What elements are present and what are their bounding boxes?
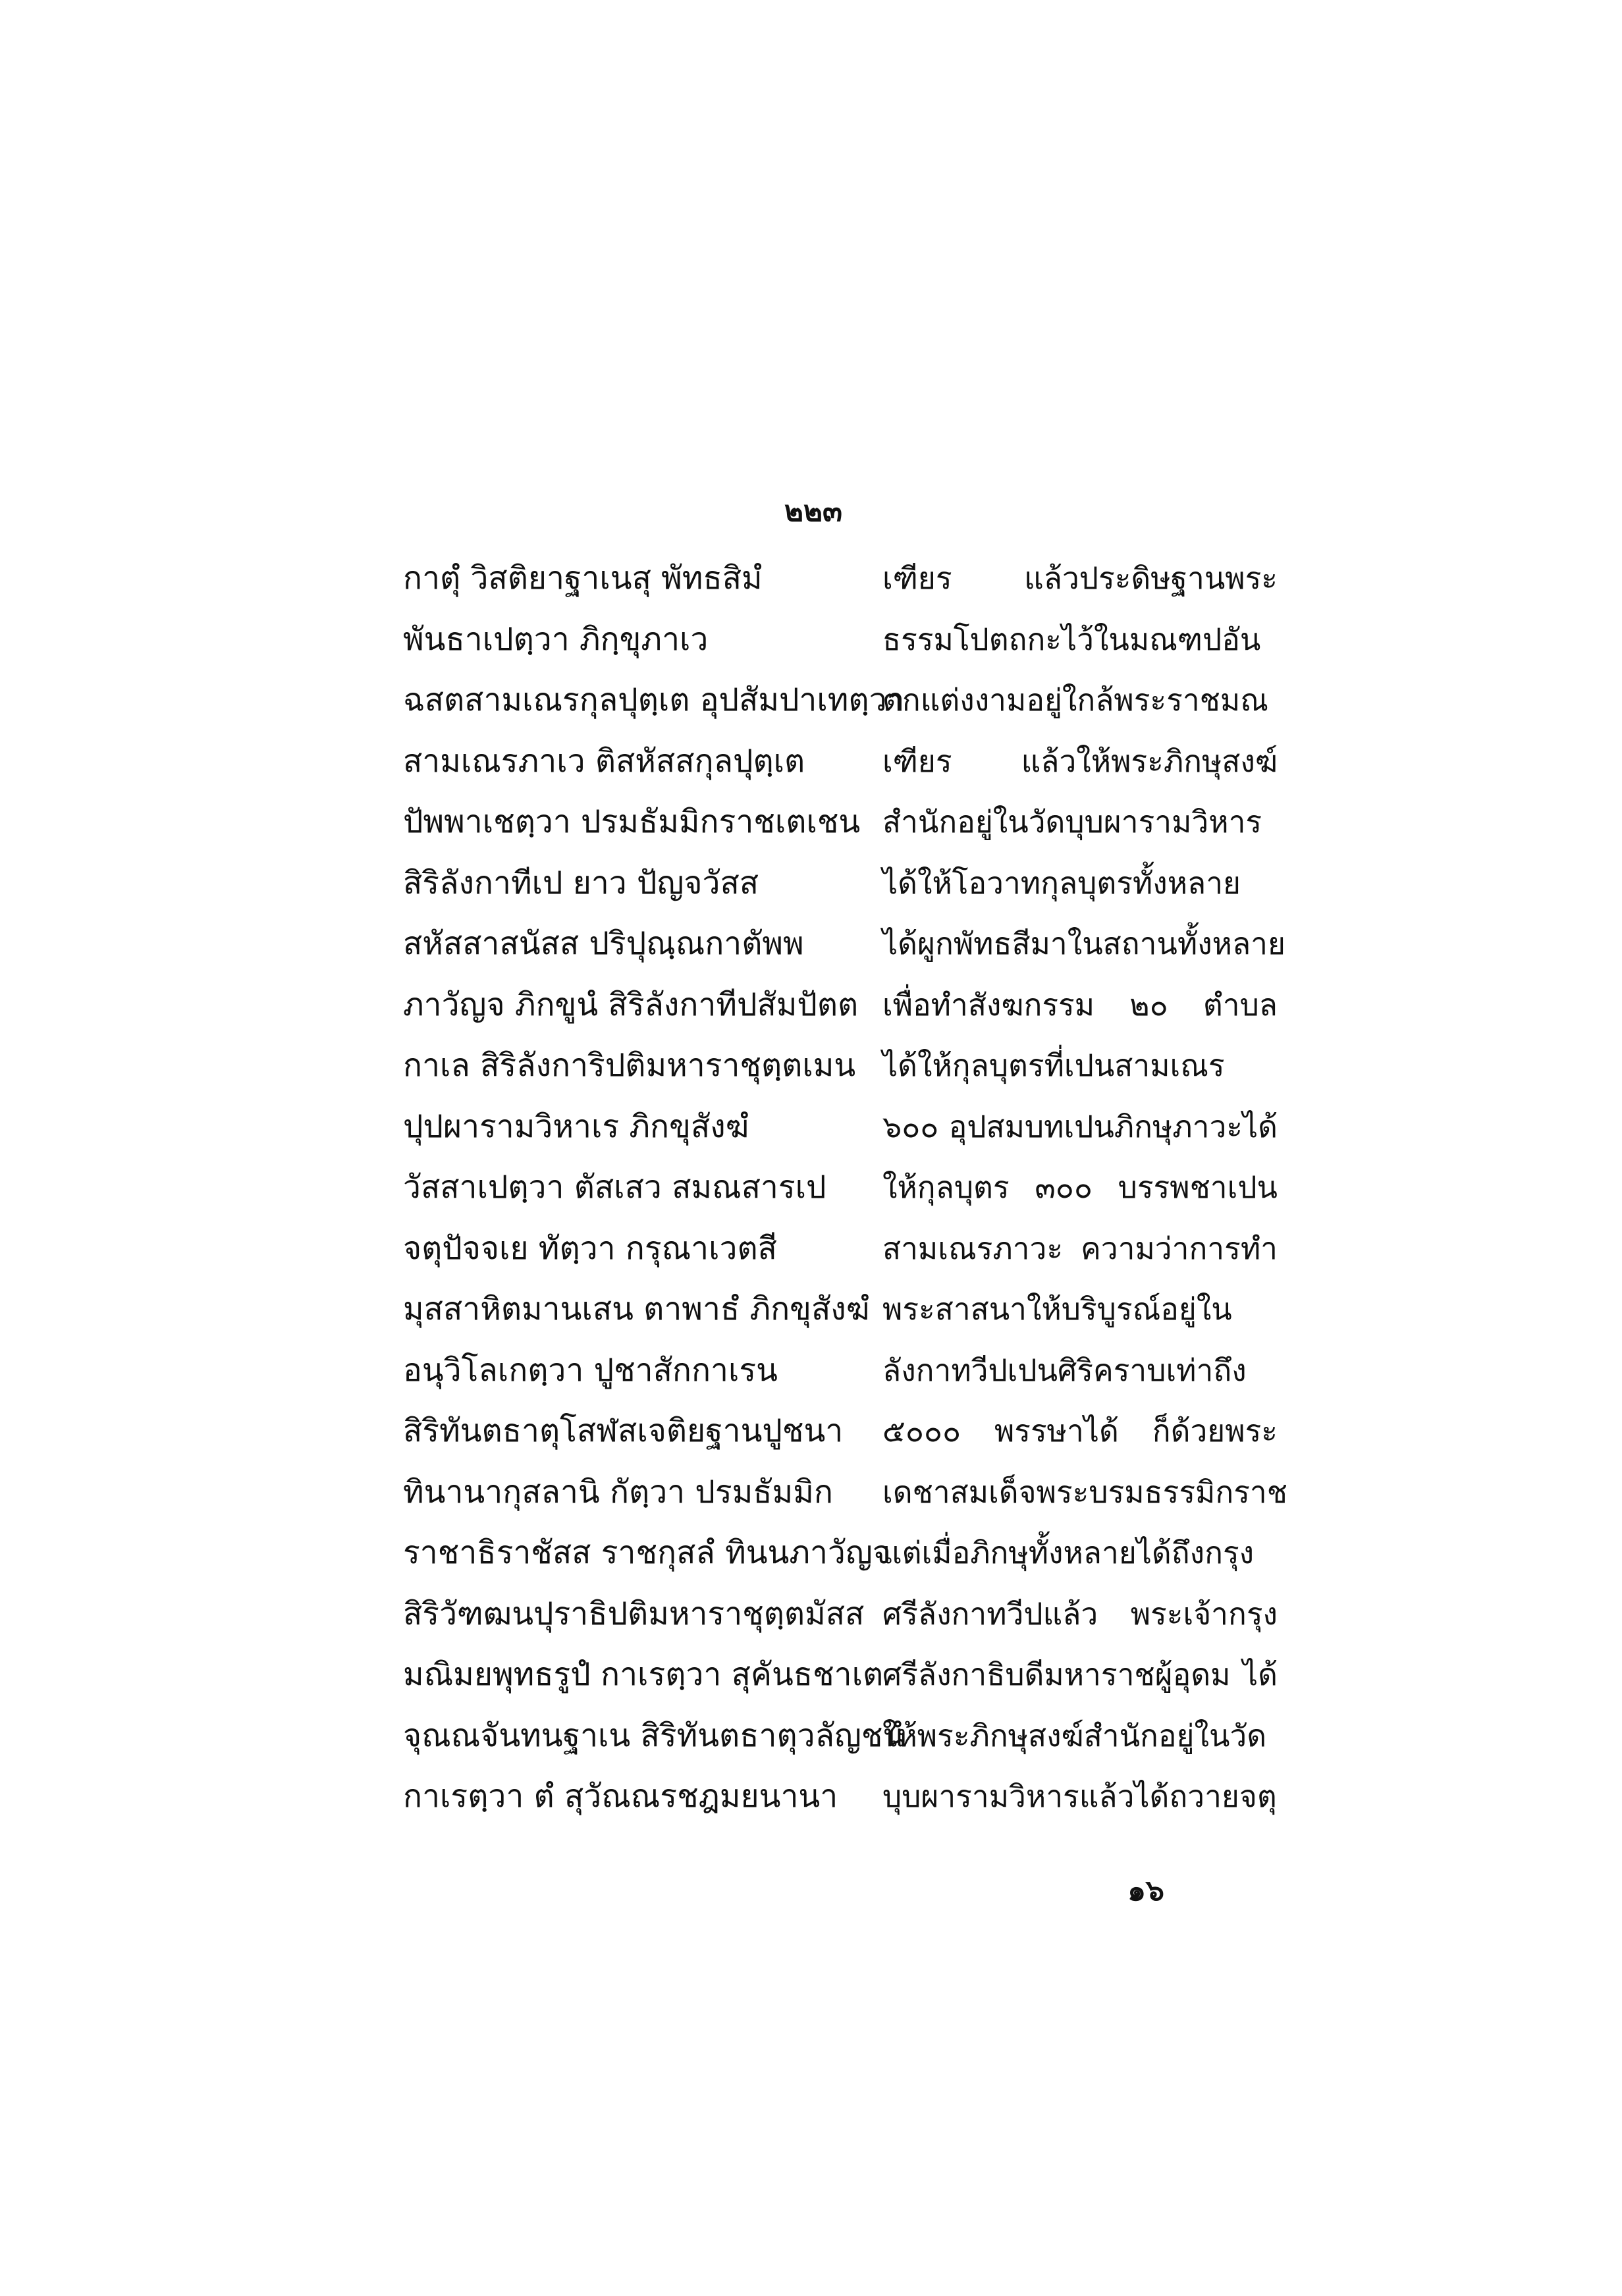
thai-line-9: ได้ให้กุลบุตรที่เปนสามเณร xyxy=(882,1048,1225,1083)
thai-line-20: ให้พระภิกษุสงฆ์สำนักอยู่ในวัด xyxy=(882,1717,1267,1753)
thai-line-15: ๕๐๐๐ พรรษาได้ ก็ด้วยพระ xyxy=(882,1413,1278,1449)
pali-line-11: วัสสาเปตฺวา ตัสเสว สมณสารเป xyxy=(403,1169,826,1206)
pali-line-6: สิริลังกาทีเป ยาว ปัญจวัสส xyxy=(403,864,759,901)
pali-line-19: มณิมยพุทธรูปํ กาเรตฺวา สุคันธชาเต xyxy=(403,1656,884,1693)
thai-text-column xyxy=(882,548,1287,1827)
pali-line-9: กาเล สิริลังการิปติมหาราชุตฺตเมน xyxy=(403,1047,856,1084)
thai-line-7: ได้ผูกพัทธสีมาในสถานทั้งหลาย xyxy=(882,926,1285,961)
thai-line-14: ลังกาทวีปเปนศิริคราบเท่าถึง xyxy=(882,1352,1247,1388)
pali-line-15: สิริทันตธาตุโสฬสเจติยฐานปูชนา xyxy=(403,1412,844,1449)
pali-line-7: สหัสสาสนัสส ปริปุณฺณกาตัพพ xyxy=(403,925,804,962)
pali-line-12: จตุปัจจเย ทัตฺวา กรุณาเวตสี xyxy=(403,1229,777,1267)
thai-line-2: ธรรมโปตถกะไว้ในมณฑปอัน xyxy=(882,621,1261,657)
pali-line-2: พันธาเปตฺวา ภิกฺขุภาเว xyxy=(403,620,709,658)
pali-line-8: ภาวัญจ ภิกขูนํ สิริลังกาทีปสัมปัตต xyxy=(403,986,859,1023)
thai-line-6: ได้ให้โอวาทกุลบุตรทั้งหลาย xyxy=(882,865,1241,901)
pali-line-1: กาตุํ วิสติยาฐาเนสุ พัทธสิมํ xyxy=(403,560,763,597)
thai-line-11: ให้กุลบุตร ๓๐๐ บรรพชาเปน xyxy=(882,1169,1278,1205)
thai-line-3: ตกแต่งงามอยู่ใกล้พระราชมณ xyxy=(882,682,1268,718)
thai-line-19: ศรีลังกาธิบดีมหาราชผู้อุดม ได้ xyxy=(882,1657,1278,1692)
pali-line-13: มุสสาหิตมานเสน ตาพาธํ ภิกขุสังฆํ xyxy=(403,1291,870,1327)
thai-line-10: ๖๐๐ อุปสมบทเปนภิกษุภาวะได้ xyxy=(882,1108,1278,1144)
thai-line-21: บุบผารามวิหารแล้วได้ถวายจตุ xyxy=(882,1778,1277,1814)
pali-line-5: ปัพพาเชตฺวา ปรมธัมมิกราชเตเชน xyxy=(403,803,861,840)
page-number: ๒๒๓ xyxy=(784,494,843,528)
thai-line-17: แต่เมื่อภิกษุทั้งหลายได้ถึงกรุง xyxy=(882,1535,1255,1570)
pali-line-18: สิริวัฑฒนปุราธิปติมหาราชุตฺตมัสส xyxy=(403,1595,865,1632)
thai-line-4: เฑียร แล้วให้พระภิกษุสงฆ์ xyxy=(882,743,1278,779)
pali-line-20: จุณณจันทนฐาเน สิริทันตธาตุวลัญชนํ xyxy=(403,1717,905,1754)
thai-line-8: เพื่อทำสังฆกรรม ๒๐ ตำบล xyxy=(882,986,1278,1023)
thai-line-5: สำนักอยู่ในวัดบุบผารามวิหาร xyxy=(882,804,1262,840)
thai-line-18: ศรีลังกาทวีปแล้ว พระเจ้ากรุง xyxy=(882,1595,1278,1632)
pali-line-14: อนุวิโลเกตฺวา ปูชาสักกาเรน xyxy=(403,1351,778,1389)
pali-text-column xyxy=(403,548,904,1827)
pali-line-10: ปุปผารามวิหาเร ภิกขุสังฆํ xyxy=(403,1108,749,1145)
pali-line-21: กาเรตฺวา ตํ สุวัณณรชฎมยนานา xyxy=(403,1778,838,1815)
pali-line-17: ราชาธิราชัสส ราชกุสลํ ทินนภาวัญจ xyxy=(403,1534,891,1571)
pali-line-3: ฉสตสามเณรกุลปุตฺเต อุปสัมปาเทตฺวา xyxy=(403,681,905,718)
thai-line-16: เดชาสมเด็จพระบรมธรรมิกราช xyxy=(882,1474,1287,1510)
pali-line-4: สามเณรภาเว ติสหัสสกุลปุตฺเต xyxy=(403,742,805,780)
thai-line-13: พระสาสนาให้บริบูรณ์อยู่ใน xyxy=(882,1291,1232,1327)
pali-line-16: ทินานากุสลานิ กัตฺวา ปรมธัมมิก xyxy=(403,1473,833,1510)
signature-mark: ๑๖ xyxy=(1127,1874,1164,1908)
thai-line-1: เฑียร แล้วประดิษฐานพระ xyxy=(882,560,1278,596)
thai-line-12: สามเณรภาวะ ความว่าการทำ xyxy=(882,1230,1278,1266)
